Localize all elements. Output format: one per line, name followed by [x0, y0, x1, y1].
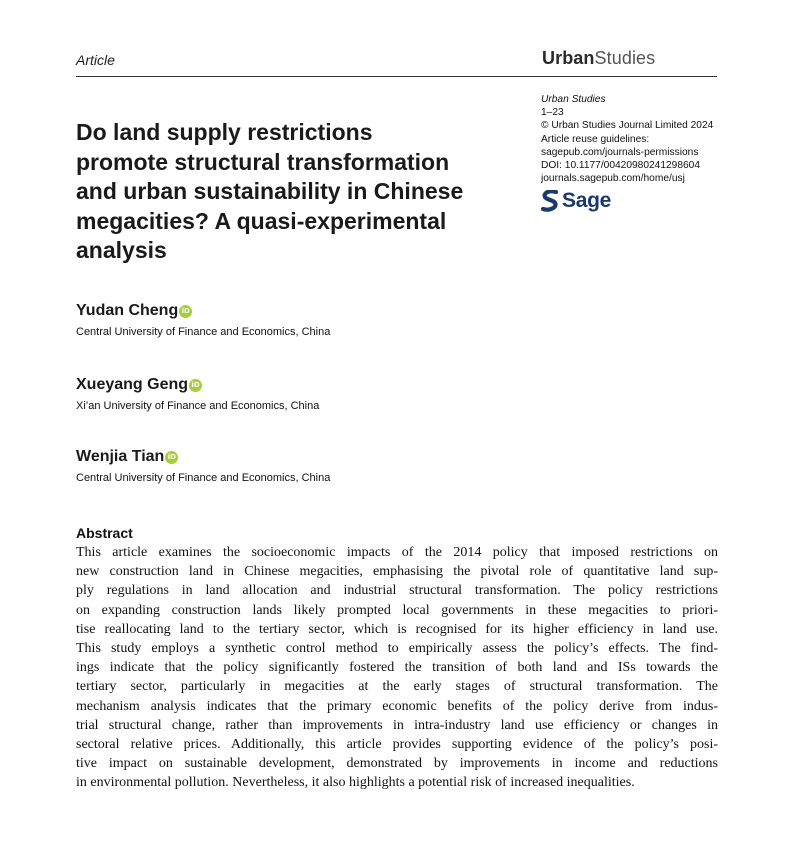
publisher-logo	[541, 189, 611, 213]
abstract-line: trial structural change, rather than improvements in intra-industry land use efficiency or changes in	[76, 717, 718, 733]
title-line: megacities? A quasi-experimental	[76, 207, 447, 234]
publisher-name: Sage	[562, 189, 611, 212]
author-block	[76, 376, 319, 412]
sage-icon	[541, 190, 559, 212]
author-affiliation: Xi’an University of Finance and Economics, China	[76, 400, 320, 412]
journal-logo-bold: Urban	[542, 48, 595, 68]
title-line: promote structural transformation	[76, 148, 450, 175]
orcid-icon[interactable]: iD	[189, 379, 202, 392]
author-block	[76, 448, 330, 484]
abstract-heading: Abstract	[76, 525, 133, 541]
abstract-line: tise reallocating land to the tertiary sector, which is recognised for its higher efficiency in land use.	[76, 621, 718, 637]
journal-meta	[541, 93, 713, 185]
abstract-line: This study employs a synthetic control method to empirically assess the policy’s effects. The find-	[76, 641, 718, 657]
title-line: and urban sustainability in Chinese	[76, 178, 464, 204]
author-affiliation: Central University of Finance and Economics, China	[76, 472, 331, 484]
orcid-icon[interactable]: iD	[179, 305, 192, 318]
author-name[interactable]: Wenjia Tian	[76, 448, 165, 465]
abstract-line: mechanism analysis indicates that the primary economic benefits of the policy derive from indus-	[76, 698, 718, 714]
author-affiliation: Central University of Finance and Economics, China	[76, 326, 331, 338]
abstract-line: tive impact on sustainable development, demonstrated by improvements in income and reductions	[76, 756, 718, 772]
journal-logo-light: Studies	[594, 48, 656, 68]
meta-journal-name: Urban Studies	[541, 94, 606, 105]
author-name[interactable]: Yudan Cheng	[76, 302, 179, 319]
abstract-line: This article examines the socioeconomic impacts of the 2014 policy that imposed restrictions on	[76, 545, 718, 560]
meta-reuse-label: Article reuse guidelines:	[541, 133, 650, 145]
article-title	[76, 118, 526, 266]
header-divider	[76, 76, 717, 77]
abstract-line: ings indicate that the policy significantly fostered the transition of both land and ISs towards the	[76, 660, 718, 676]
meta-home-link[interactable]: journals.sagepub.com/home/usj	[541, 173, 685, 185]
author-block	[76, 302, 330, 338]
abstract-line: on expanding construction lands likely prompted local governments in these megacities to priori-	[76, 602, 718, 618]
orcid-icon[interactable]: iD	[165, 451, 178, 464]
abstract-line: sectoral relative prices. Additionally, this article provides supporting evidence of the policy’s posi-	[76, 737, 718, 753]
meta-pages: 1–23	[541, 107, 564, 119]
meta-reuse-link[interactable]: sagepub.com/journals-permissions	[541, 146, 699, 158]
meta-copyright: © Urban Studies Journal Limited 2024	[541, 120, 714, 132]
abstract-line: ply regulations in land allocation and industrial structural transformation. The policy restrictions	[76, 583, 718, 599]
abstract-body	[76, 543, 718, 793]
article-type-label: Article	[76, 52, 115, 68]
author-name[interactable]: Xueyang Geng	[76, 376, 189, 393]
journal-logo	[542, 48, 655, 69]
title-line: analysis	[76, 237, 167, 263]
abstract-line: tertiary sector, particularly in megacities at the early stages of structural transformation. The	[76, 679, 718, 695]
meta-doi[interactable]: DOI: 10.1177/00420980241298604	[541, 160, 700, 172]
abstract-line: new construction land in Chinese megacities, emphasising the pivotal role of quantitative land sup-	[76, 564, 718, 580]
abstract-line: in environmental pollution. Nevertheless, it also highlights a potential risk of increased inequalities.	[76, 775, 635, 791]
title-line: Do land supply restrictions	[76, 119, 373, 145]
